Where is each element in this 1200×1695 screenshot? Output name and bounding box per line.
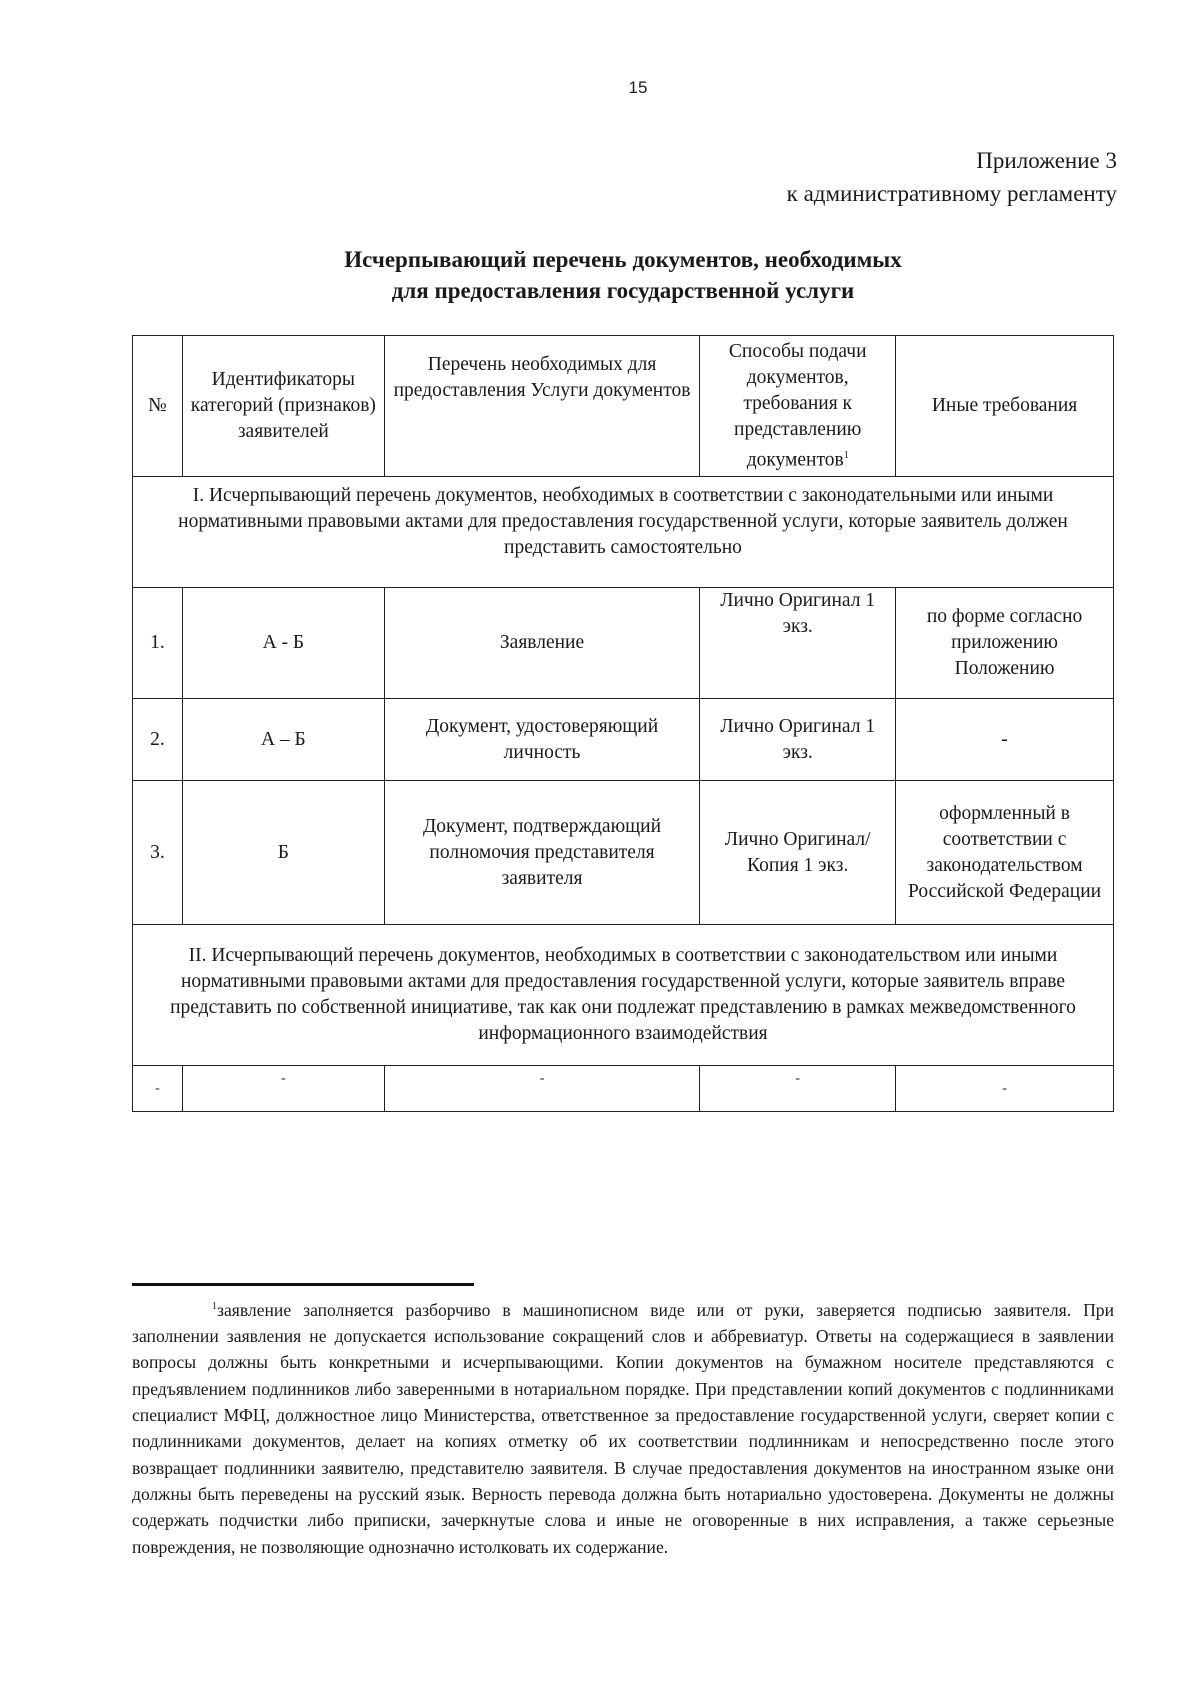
section-row <box>133 477 1114 588</box>
header-method-text: Способы подачи документов, требования к представлению документов <box>728 340 867 471</box>
empty-cell: - <box>384 1066 700 1112</box>
header-other: Иные требования <box>896 336 1114 477</box>
row-category: Б <box>182 781 384 925</box>
row-number: 3. <box>133 781 183 925</box>
header-number: № <box>133 336 183 477</box>
row-category: А - Б <box>182 588 384 699</box>
section-2-heading: II. Исчерпывающий перечень документов, необходимых в соответствии с законодательством или иными нормативными правовыми актами для предоставления государственной услуги, которые заявитель вправе представить по собственной инициативе, так как они подлежат представлению в рамках межведомственного информационного взаимодействия <box>133 925 1114 1066</box>
row-document: Документ, подтверждающий полномочия представителя заявителя <box>384 781 700 925</box>
section-1-heading: I. Исчерпывающий перечень документов, необходимых в соответствии с законодательными или иными нормативными правовыми актами для предоставления государственной услуги, которые заявитель должен представить самостоятельно <box>133 477 1114 588</box>
row-number: 2. <box>133 699 183 781</box>
title-line-1: Исчерпывающий перечень документов, необходимых <box>344 247 902 272</box>
header-document: Перечень необходимых для предоставления Услуги документов <box>384 336 700 477</box>
footnote <box>132 1294 1114 1560</box>
row-document: Заявление <box>384 588 700 699</box>
appendix-label: Приложение 3 <box>976 148 1117 173</box>
row-method: Лично Оригинал/Копия 1 экз. <box>700 781 896 925</box>
table-row <box>133 1066 1114 1112</box>
header-method <box>700 336 896 477</box>
page-number: 15 <box>628 78 648 97</box>
table-row <box>133 699 1114 781</box>
row-other: оформленный в соответствии с законодательством Российской Федерации <box>896 781 1114 925</box>
row-other: - <box>896 699 1114 781</box>
table-row <box>133 781 1114 925</box>
footnote-separator <box>132 1283 474 1286</box>
table-header-row <box>133 336 1114 477</box>
empty-cell: - <box>133 1066 183 1112</box>
row-method: Лично Оригинал 1 экз. <box>700 699 896 781</box>
empty-cell: - <box>700 1066 896 1112</box>
row-number: 1. <box>133 588 183 699</box>
title-line-2: для предоставления государственной услуги <box>391 278 855 303</box>
document-title <box>132 244 1114 306</box>
table-row <box>133 588 1114 699</box>
row-category: А – Б <box>182 699 384 781</box>
empty-cell: - <box>896 1066 1114 1112</box>
header-category: Идентификаторы категорий (признаков) заявителей <box>182 336 384 477</box>
footnote-mark: 1 <box>212 1301 217 1312</box>
appendix-reference: к административному регламенту <box>786 181 1117 206</box>
footnote-ref: 1 <box>843 449 849 461</box>
footnote-text: заявление заполняется разборчиво в машинописном виде или от руки, заверяется подписью заявителя. При заполнении заявления не допускается использование сокращений слов и аббревиатур. Ответы на содержащиеся в заявлении вопросы должны быть конкретными и исчерпывающими. Копии документов на бумажном носителе представляются с предъявлением подлинников либо заверенными в нотариальном порядке. При представлении копий документов с подлинниками специалист МФЦ, должностное лицо Министерства, ответственное за предоставление государственной услуги, сверяет копии с подлинниками документов, делает на копиях отметку об их соответствии подлинникам и непосредственно после этого возвращает подлинники заявителю, представителю заявителя. В случае предоставления документов на иностранном языке они должны быть переведены на русский язык. Верность перевода должна быть нотариально удостоверена. Документы не должны содержать подчистки либо приписки, зачеркнутые слова и иные не оговоренные в них исправления, а также серьезные повреждения, не позволяющие однозначно истолковать их содержание. <box>132 1299 1114 1557</box>
row-document: Документ, удостоверяющий личность <box>384 699 700 781</box>
row-method: Лично Оригинал 1 экз. <box>700 588 896 699</box>
section-row <box>133 925 1114 1066</box>
row-other: по форме согласно приложению Положению <box>896 588 1114 699</box>
documents-table <box>132 335 1114 1112</box>
empty-cell: - <box>182 1066 384 1112</box>
